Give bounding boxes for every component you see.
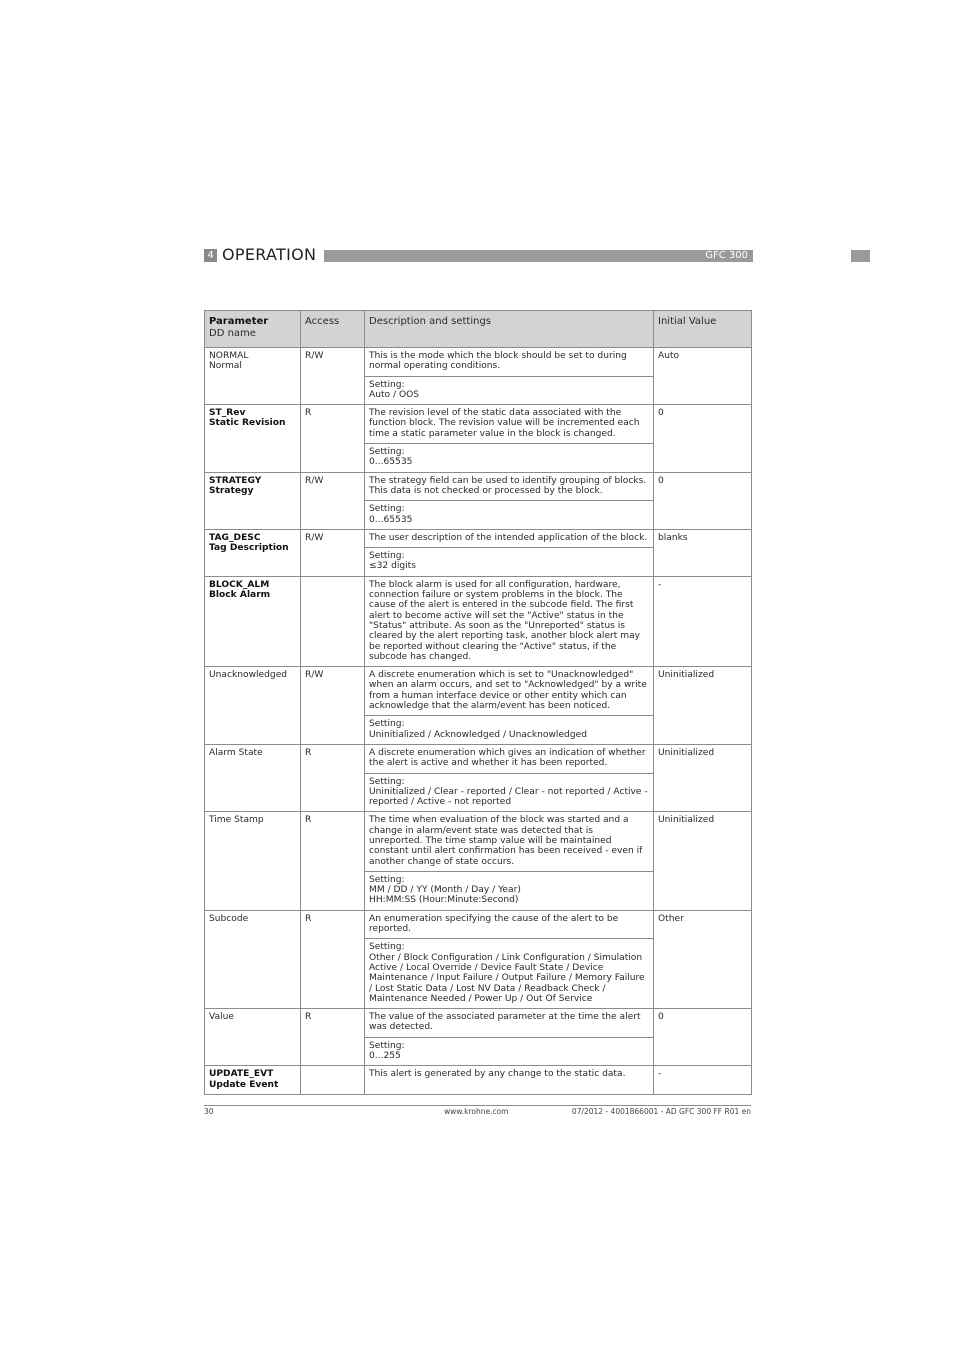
setting-cell bbox=[365, 501, 654, 530]
table-row bbox=[205, 1009, 752, 1038]
description-cell: An enumeration specifying the cause of the alert to be reported. bbox=[365, 910, 654, 939]
dd-name: Update Event bbox=[209, 1079, 279, 1090]
setting-label: Setting: bbox=[369, 942, 405, 953]
column-header-access: Access bbox=[301, 311, 365, 348]
parameter-name: UPDATE_EVT bbox=[209, 1069, 274, 1080]
description-cell: The strategy field can be used to identify grouping of blocks. This data is not checked or processed by the block. bbox=[365, 472, 654, 501]
setting-value: 0...65535 bbox=[369, 457, 413, 468]
description-cell: A discrete enumeration which is set to "Unacknowledged" when an alarm occurs, and set to "Acknowledged" by a write from a human interface device or other entity which can acknowledge that the alarm/event has been noticed. bbox=[365, 667, 654, 716]
parameter-name: STRATEGY bbox=[209, 475, 262, 486]
table-row bbox=[205, 348, 752, 377]
header-bar bbox=[324, 250, 753, 262]
setting-cell bbox=[365, 871, 654, 910]
description-cell: The revision level of the static data associated with the function block. The revision value will be incremented each time a static parameter value in the block is changed. bbox=[365, 405, 654, 444]
description-cell: The block alarm is used for all configuration, hardware, connection failure or system problems in the block. The cause of the alert is entered in the subcode field. The first alert to become active will set the "Active" status in the "Status" attribute. As soon as the "Unreported" status is cleared by the alert reporting task, another block alert may be reported without clearing the "Active" status, if the subcode has changed. bbox=[365, 576, 654, 666]
product-name: GFC 300 bbox=[705, 250, 748, 261]
access-cell: R bbox=[301, 744, 365, 811]
parameter-cell bbox=[205, 529, 301, 576]
table-header-row bbox=[205, 311, 752, 348]
footer-divider bbox=[204, 1105, 751, 1106]
access-cell: R bbox=[301, 1009, 365, 1066]
chapter-number: 4 bbox=[204, 249, 217, 262]
dd-name: Strategy bbox=[209, 485, 254, 496]
column-header-initial-value: Initial Value bbox=[654, 311, 752, 348]
parameter-name: BLOCK_ALM bbox=[209, 579, 270, 590]
setting-cell bbox=[365, 1037, 654, 1066]
parameter-header-label: Parameter bbox=[209, 316, 269, 327]
initial-value-cell: 0 bbox=[654, 1009, 752, 1066]
setting-label: Setting: bbox=[369, 776, 405, 787]
footer-document-reference: 07/2012 - 4001866001 - AD GFC 300 FF R01 en bbox=[571, 1107, 751, 1116]
setting-value: Auto / OOS bbox=[369, 389, 420, 400]
column-header-parameter bbox=[205, 311, 301, 348]
setting-label: Setting: bbox=[369, 719, 405, 730]
description-cell: The value of the associated parameter at the time the alert was detected. bbox=[365, 1009, 654, 1038]
setting-value: ≤32 digits bbox=[369, 561, 416, 572]
dd-name: Static Revision bbox=[209, 418, 286, 429]
table-row bbox=[205, 667, 752, 716]
side-tab-marker bbox=[851, 250, 870, 262]
parameter-name: Alarm State bbox=[209, 747, 263, 758]
setting-value-2: HH:MM:SS (Hour:Minute:Second) bbox=[369, 895, 519, 906]
parameter-name: Value bbox=[209, 1012, 234, 1023]
setting-label: Setting: bbox=[369, 1040, 405, 1051]
access-cell: R/W bbox=[301, 529, 365, 576]
description-cell: The time when evaluation of the block was started and a change in alarm/event state was detected that is unreported. The time stamp value will be maintained constant until alert confirmation has been received - even if another change of state occurs. bbox=[365, 812, 654, 871]
initial-value-cell: Uninitialized bbox=[654, 667, 752, 745]
initial-value-cell: Uninitialized bbox=[654, 744, 752, 811]
setting-label: Setting: bbox=[369, 874, 405, 885]
access-cell: R/W bbox=[301, 472, 365, 529]
description-cell: A discrete enumeration which gives an indication of whether the alert is active and whether it has been reported. bbox=[365, 744, 654, 773]
parameter-cell bbox=[205, 667, 301, 745]
parameter-cell bbox=[205, 744, 301, 811]
initial-value-cell: 0 bbox=[654, 405, 752, 472]
initial-value-cell: blanks bbox=[654, 529, 752, 576]
parameter-cell bbox=[205, 472, 301, 529]
description-cell: This is the mode which the block should be set to during normal operating conditions. bbox=[365, 348, 654, 377]
setting-label: Setting: bbox=[369, 447, 405, 458]
setting-cell bbox=[365, 773, 654, 812]
setting-cell bbox=[365, 939, 654, 1009]
description-cell: The user description of the intended application of the block. bbox=[365, 529, 654, 547]
setting-value: 0...65535 bbox=[369, 514, 413, 525]
access-cell: R bbox=[301, 812, 365, 910]
parameter-cell bbox=[205, 1009, 301, 1066]
parameter-name: Time Stamp bbox=[209, 815, 264, 826]
parameter-name: Unacknowledged bbox=[209, 670, 288, 681]
setting-label: Setting: bbox=[369, 504, 405, 515]
access-cell: R/W bbox=[301, 667, 365, 745]
parameter-table bbox=[204, 310, 752, 1095]
setting-value: Uninitialized / Clear - reported / Clear - not reported / Active - reported / Active - not reported bbox=[369, 786, 648, 808]
parameter-name: NORMAL bbox=[209, 351, 249, 361]
access-cell: R/W bbox=[301, 348, 365, 405]
access-cell bbox=[301, 1066, 365, 1095]
initial-value-cell: Other bbox=[654, 910, 752, 1008]
setting-cell bbox=[365, 548, 654, 577]
dd-name: Block Alarm bbox=[209, 590, 271, 601]
table-row bbox=[205, 812, 752, 871]
initial-value-cell: 0 bbox=[654, 472, 752, 529]
parameter-cell bbox=[205, 348, 301, 405]
table-row bbox=[205, 472, 752, 501]
parameter-name: TAG_DESC bbox=[209, 532, 261, 543]
initial-value-cell: Uninitialized bbox=[654, 812, 752, 910]
table-row bbox=[205, 405, 752, 444]
dd-name: Normal bbox=[209, 361, 242, 372]
setting-value: Uninitialized / Acknowledged / Unacknowledged bbox=[369, 729, 587, 740]
setting-cell bbox=[365, 444, 654, 473]
setting-cell bbox=[365, 716, 654, 745]
description-cell: This alert is generated by any change to the static data. bbox=[365, 1066, 654, 1095]
dd-name-header-label: DD name bbox=[209, 328, 256, 339]
setting-value: Other / Block Configuration / Link Configuration / Simulation Active / Local Override / Device Fault State / Device Maintenance / Input Failure / Output Failure / Memory Failure / Lost Static Data / Lost NV Data / Readback Check / Maintenance Needed / Power Up / Out Of Service bbox=[369, 952, 645, 1004]
table-row bbox=[205, 1066, 752, 1095]
parameter-name: Subcode bbox=[209, 913, 249, 924]
parameter-cell bbox=[205, 1066, 301, 1095]
parameter-cell bbox=[205, 910, 301, 1008]
access-cell: R bbox=[301, 405, 365, 472]
parameter-cell bbox=[205, 405, 301, 472]
setting-cell bbox=[365, 376, 654, 405]
setting-label: Setting: bbox=[369, 379, 405, 390]
initial-value-cell: - bbox=[654, 1066, 752, 1095]
access-cell bbox=[301, 576, 365, 666]
table-row bbox=[205, 910, 752, 939]
table-row bbox=[205, 576, 752, 666]
parameter-cell bbox=[205, 576, 301, 666]
initial-value-cell: Auto bbox=[654, 348, 752, 405]
setting-value: MM / DD / YY (Month / Day / Year) bbox=[369, 885, 521, 896]
parameter-cell bbox=[205, 812, 301, 910]
initial-value-cell: - bbox=[654, 576, 752, 666]
page-number: 30 bbox=[204, 1107, 214, 1116]
setting-value: 0...255 bbox=[369, 1051, 401, 1062]
chapter-header bbox=[204, 246, 753, 264]
table-row bbox=[205, 744, 752, 773]
chapter-title: OPERATION bbox=[222, 245, 317, 264]
column-header-description: Description and settings bbox=[365, 311, 654, 348]
footer-website: www.krohne.com bbox=[444, 1107, 509, 1116]
setting-label: Setting: bbox=[369, 551, 405, 562]
table-row bbox=[205, 529, 752, 547]
dd-name: Tag Description bbox=[209, 543, 289, 554]
parameter-name: ST_Rev bbox=[209, 408, 246, 419]
access-cell: R bbox=[301, 910, 365, 1008]
